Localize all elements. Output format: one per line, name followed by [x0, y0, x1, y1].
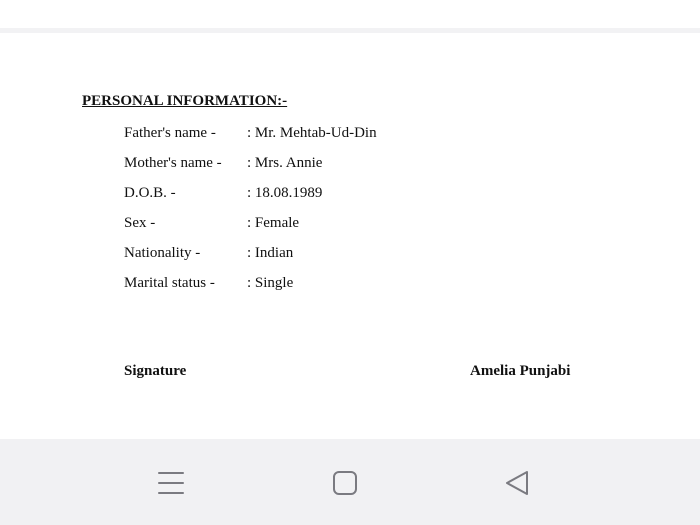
personal-info-list — [124, 124, 544, 304]
recent-apps-button[interactable] — [149, 461, 193, 505]
info-value: : 18.08.1989 — [247, 185, 323, 201]
info-row-dob — [124, 184, 544, 214]
signature-label: Signature — [124, 363, 187, 379]
info-label: D.O.B. - — [124, 185, 176, 201]
info-label: Mother's name - — [124, 155, 222, 171]
info-label: Sex - — [124, 215, 156, 231]
home-square-icon — [332, 470, 358, 496]
info-row-nationality — [124, 244, 544, 274]
info-row-fathers-name — [124, 124, 544, 154]
info-value: : Single — [247, 275, 294, 291]
info-label: Father's name - — [124, 125, 216, 141]
back-triangle-icon — [504, 470, 530, 496]
menu-icon — [158, 470, 184, 496]
info-label: Marital status - — [124, 275, 215, 291]
info-value: : Female — [247, 215, 300, 231]
section-heading: PERSONAL INFORMATION:- — [82, 93, 288, 109]
home-button[interactable] — [323, 461, 367, 505]
document-page[interactable] — [0, 33, 700, 439]
info-label: Nationality - — [124, 245, 201, 261]
system-navigation-bar — [0, 439, 700, 525]
top-strip — [0, 0, 700, 28]
info-value: : Mrs. Annie — [247, 155, 323, 171]
info-row-mothers-name — [124, 154, 544, 184]
info-value: : Mr. Mehtab-Ud-Din — [247, 125, 377, 141]
info-value: : Indian — [247, 245, 294, 261]
info-row-marital-status — [124, 274, 544, 304]
info-row-sex — [124, 214, 544, 244]
back-button[interactable] — [495, 461, 539, 505]
signer-name: Amelia Punjabi — [470, 363, 571, 379]
